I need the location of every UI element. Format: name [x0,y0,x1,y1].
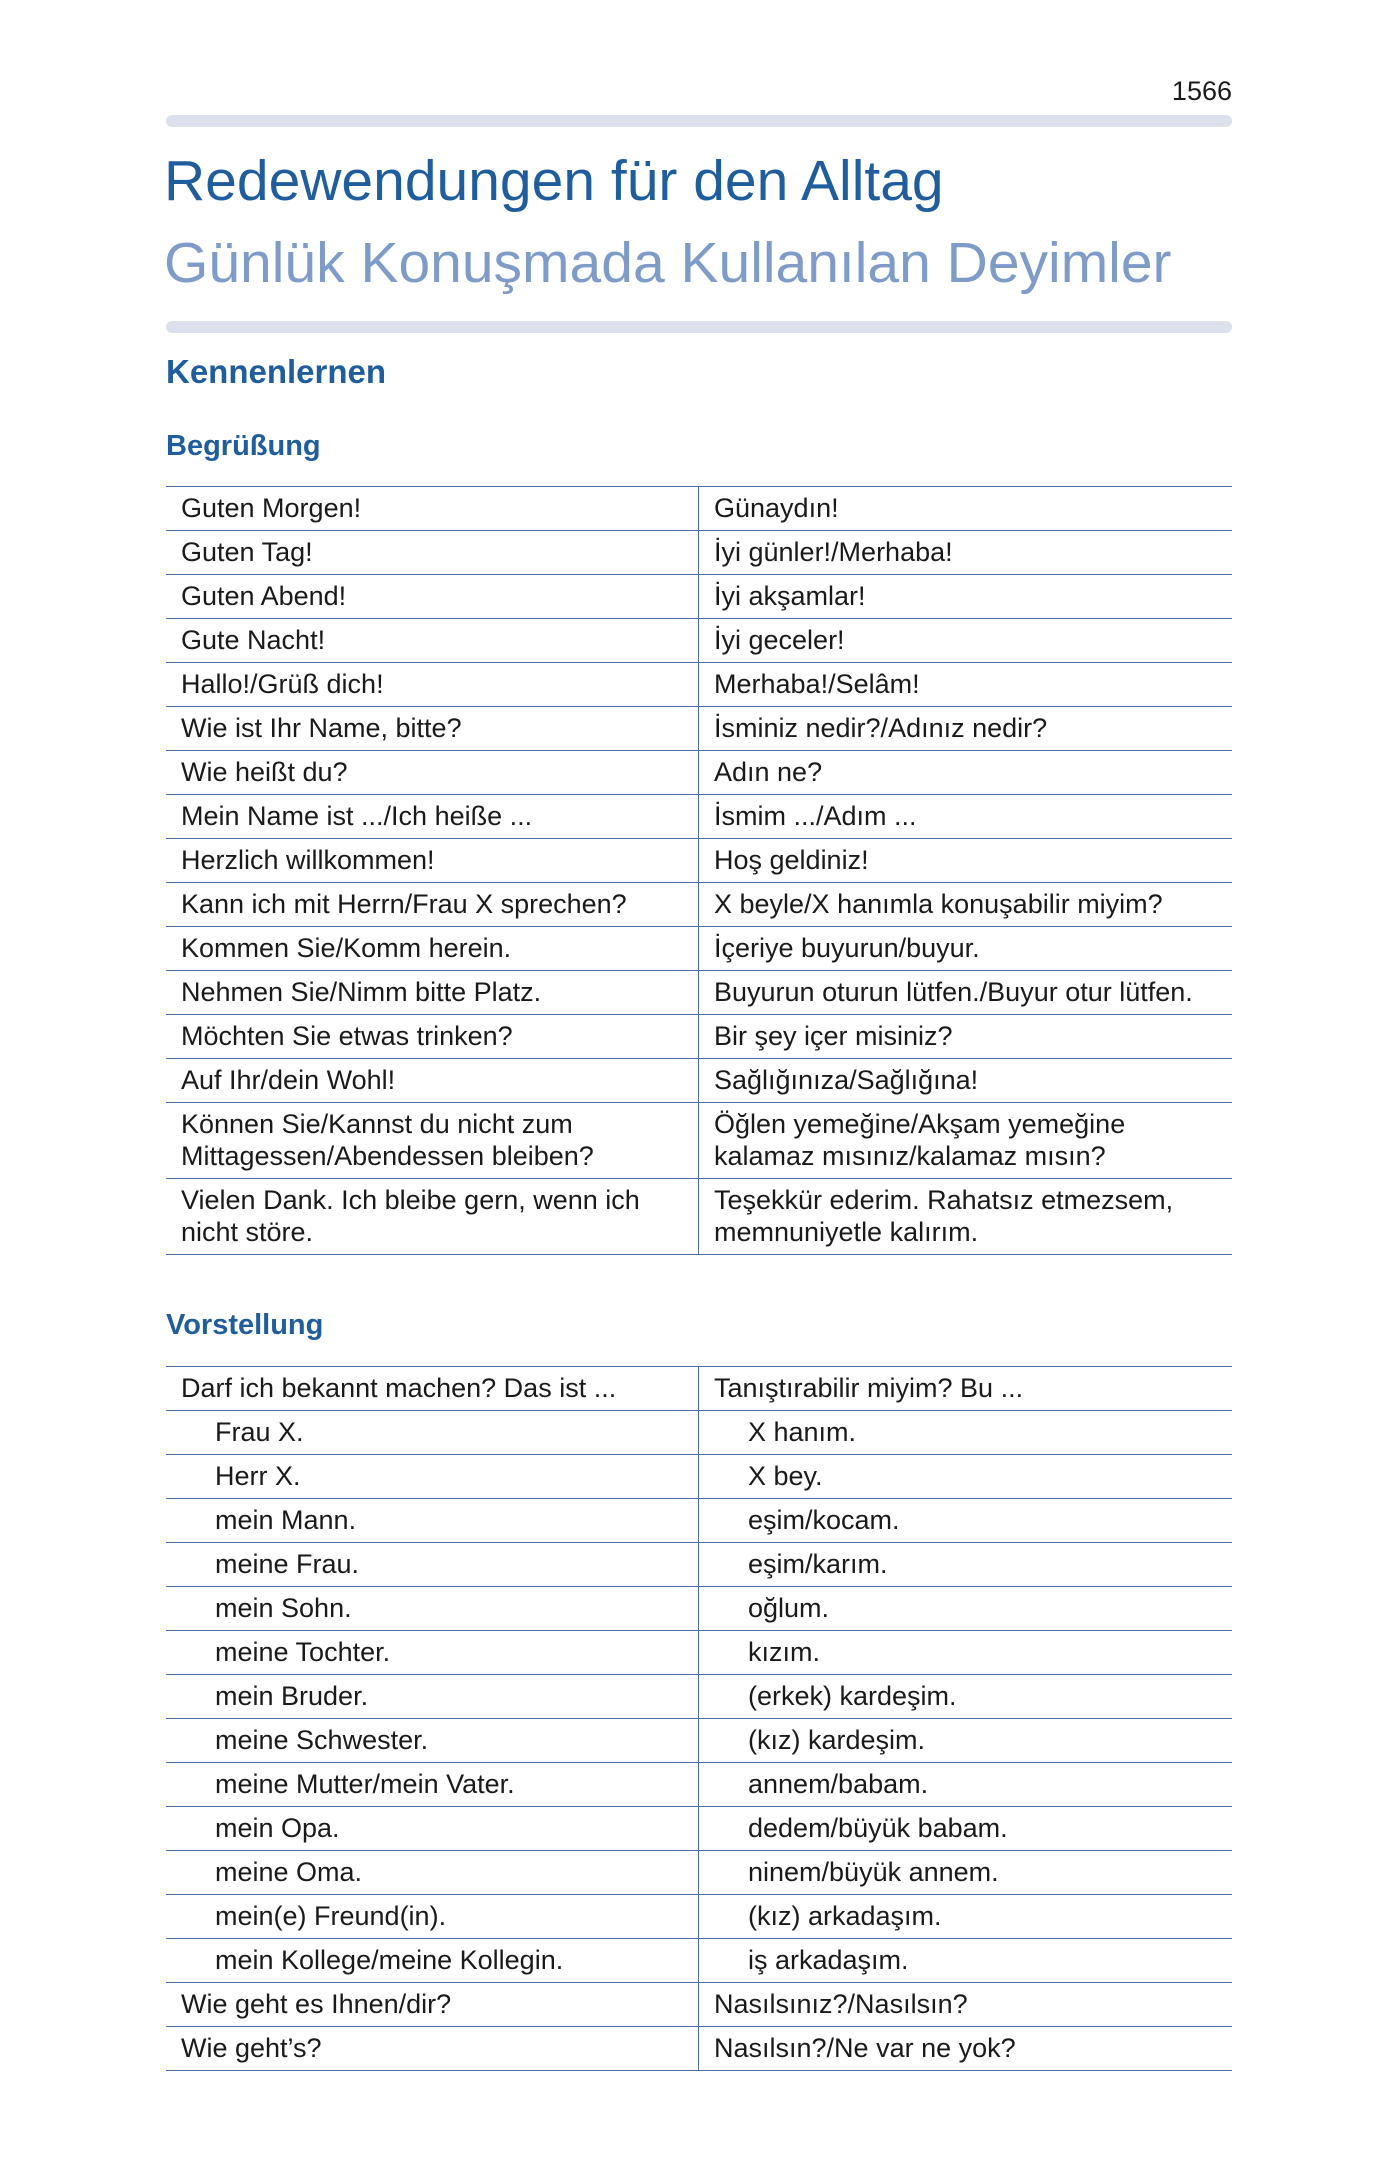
table-row [166,1895,1232,1939]
german-phrase: Mein Name ist .../Ich heiße ... [166,795,699,839]
german-phrase: meine Oma. [166,1851,699,1895]
table-row [166,751,1232,795]
turkish-phrase: X hanım. [699,1411,1233,1455]
table-row [166,1763,1232,1807]
turkish-phrase: İsminiz nedir?/Adınız nedir? [699,707,1233,751]
german-phrase: Gute Nacht! [166,619,699,663]
page-title-german: Redewendungen für den Alltag [164,149,944,213]
table-row [166,927,1232,971]
table-row [166,1983,1232,2027]
table-row [166,1631,1232,1675]
german-phrase: Kommen Sie/Komm herein. [166,927,699,971]
german-phrase: Guten Tag! [166,531,699,575]
turkish-phrase: Sağlığınıza/Sağlığına! [699,1059,1233,1103]
turkish-phrase: Teşekkür ederim. Rahatsız etmezsem, memnuniyetle kalırım. [699,1179,1233,1255]
table-row [166,2027,1232,2071]
turkish-phrase: İsmim .../Adım ... [699,795,1233,839]
table-row [166,1587,1232,1631]
table-row [166,839,1232,883]
german-phrase: mein Bruder. [166,1675,699,1719]
turkish-phrase: eşim/kocam. [699,1499,1233,1543]
table-row [166,1015,1232,1059]
turkish-phrase: İyi günler!/Merhaba! [699,531,1233,575]
turkish-phrase: Günaydın! [699,487,1233,531]
top-divider [166,115,1232,127]
table-row [166,1179,1232,1255]
table-row [166,1455,1232,1499]
turkish-phrase: İyi akşamlar! [699,575,1233,619]
turkish-phrase: Bir şey içer misiniz? [699,1015,1233,1059]
german-phrase: Wie ist Ihr Name, bitte? [166,707,699,751]
german-phrase: mein(e) Freund(in). [166,1895,699,1939]
turkish-phrase: Adın ne? [699,751,1233,795]
german-phrase: Wie heißt du? [166,751,699,795]
german-phrase: Darf ich bekannt machen? Das ist ... [166,1367,699,1411]
german-phrase: meine Mutter/mein Vater. [166,1763,699,1807]
turkish-phrase: İçeriye buyurun/buyur. [699,927,1233,971]
german-phrase: Wie geht es Ihnen/dir? [166,1983,699,2027]
turkish-phrase: Merhaba!/Selâm! [699,663,1233,707]
table-row [166,575,1232,619]
greeting-heading: Begrüßung [166,430,321,462]
german-phrase: Wie geht’s? [166,2027,699,2071]
table-row [166,619,1232,663]
turkish-phrase: X bey. [699,1455,1233,1499]
table-row [166,1411,1232,1455]
german-phrase: Hallo!/Grüß dich! [166,663,699,707]
title-divider [166,321,1232,333]
turkish-phrase: Öğlen yemeğine/Akşam yemeğine kalamaz mısınız/kalamaz mısın? [699,1103,1233,1179]
table-row [166,1059,1232,1103]
german-phrase: Können Sie/Kannst du nicht zum Mittagessen/Abendessen bleiben? [166,1103,699,1179]
turkish-phrase: X beyle/X hanımla konuşabilir miyim? [699,883,1233,927]
german-phrase: meine Frau. [166,1543,699,1587]
turkish-phrase: Buyurun oturun lütfen./Buyur otur lütfen. [699,971,1233,1015]
table-row [166,1367,1232,1411]
introduction-heading: Vorstellung [166,1309,324,1341]
german-phrase: Vielen Dank. Ich bleibe gern, wenn ich nicht störe. [166,1179,699,1255]
table-row [166,1103,1232,1179]
table-row [166,663,1232,707]
turkish-phrase: kızım. [699,1631,1233,1675]
table-row [166,1543,1232,1587]
page-title-turkish: Günlük Konuşmada Kullanılan Deyimler [164,231,1172,295]
german-phrase: mein Sohn. [166,1587,699,1631]
turkish-phrase: Hoş geldiniz! [699,839,1233,883]
table-row [166,1851,1232,1895]
table-row [166,1719,1232,1763]
introduction-table [166,1366,1232,2071]
german-phrase: mein Kollege/meine Kollegin. [166,1939,699,1983]
turkish-phrase: Nasılsınız?/Nasılsın? [699,1983,1233,2027]
table-row [166,487,1232,531]
table-row [166,531,1232,575]
german-phrase: Guten Morgen! [166,487,699,531]
german-phrase: meine Tochter. [166,1631,699,1675]
section-title: Kennenlernen [166,353,387,390]
german-phrase: Herzlich willkommen! [166,839,699,883]
turkish-phrase: eşim/karım. [699,1543,1233,1587]
turkish-phrase: (kız) kardeşim. [699,1719,1233,1763]
german-phrase: mein Mann. [166,1499,699,1543]
turkish-phrase: iş arkadaşım. [699,1939,1233,1983]
table-row [166,1675,1232,1719]
turkish-phrase: oğlum. [699,1587,1233,1631]
turkish-phrase: (erkek) kardeşim. [699,1675,1233,1719]
table-row [166,1499,1232,1543]
turkish-phrase: İyi geceler! [699,619,1233,663]
german-phrase: Herr X. [166,1455,699,1499]
german-phrase: Auf Ihr/dein Wohl! [166,1059,699,1103]
german-phrase: meine Schwester. [166,1719,699,1763]
table-row [166,707,1232,751]
turkish-phrase: Nasılsın?/Ne var ne yok? [699,2027,1233,2071]
turkish-phrase: (kız) arkadaşım. [699,1895,1233,1939]
german-phrase: Nehmen Sie/Nimm bitte Platz. [166,971,699,1015]
german-phrase: Frau X. [166,1411,699,1455]
german-phrase: Kann ich mit Herrn/Frau X sprechen? [166,883,699,927]
german-phrase: Möchten Sie etwas trinken? [166,1015,699,1059]
table-row [166,883,1232,927]
turkish-phrase: ninem/büyük annem. [699,1851,1233,1895]
turkish-phrase: Tanıştırabilir miyim? Bu ... [699,1367,1233,1411]
table-row [166,1939,1232,1983]
greeting-table [166,486,1232,1255]
table-row [166,795,1232,839]
page-number: 1566 [1171,76,1232,106]
german-phrase: mein Opa. [166,1807,699,1851]
german-phrase: Guten Abend! [166,575,699,619]
turkish-phrase: annem/babam. [699,1763,1233,1807]
turkish-phrase: dedem/büyük babam. [699,1807,1233,1851]
table-row [166,1807,1232,1851]
table-row [166,971,1232,1015]
